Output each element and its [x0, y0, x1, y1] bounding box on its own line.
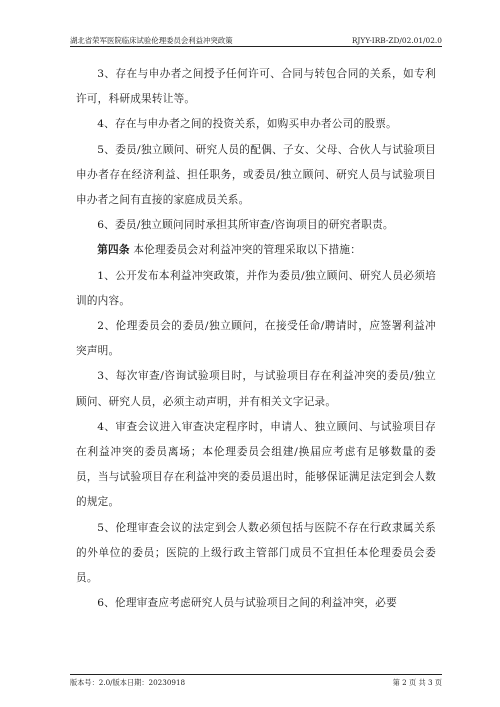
version-info: 版本号：2.0/版本日期：20230918 [70, 678, 186, 687]
page-number: 第 2 页 共 3 页 [392, 678, 442, 687]
clause-6: 6、委员/独立顾问同时承担其所审查/咨询项目的研究者职责。 [97, 219, 394, 232]
header-title: 湖北省荣军医院临床试验伦理委员会利益冲突政策 [70, 36, 233, 45]
measure-1: 1、公开发布本利益冲突政策，并作为委员/独立顾问、研究人员必须培训的内容。 [76, 269, 436, 307]
page-header [70, 32, 442, 47]
article-number: 第四条 [97, 244, 130, 257]
article-4 [76, 238, 436, 263]
clause-3: 3、存在与申办者之间授予任何许可、合同与转包合同的关系，如专利许可，科研成果转让等。 [76, 68, 436, 106]
measure-3: 3、每次审查/咨询试验项目时，与试验项目存在利益冲突的委员/独立顾问、研究人员，必须主动声明，并有相关文字记录。 [76, 370, 436, 408]
page-footer [70, 674, 442, 688]
document-body [76, 62, 436, 616]
article-4-text: 本伦理委员会对利益冲突的管理采取以下措施： [129, 244, 362, 257]
measure-5: 5、伦理审查会议的法定到会人数必须包括与医院不存在行政隶属关系的外单位的委员；医院的上级行政主管部门成员不宜担任本伦理委员会委员。 [76, 521, 436, 585]
clause-5: 5、委员/独立顾问、研究人员的配偶、子女、父母、合伙人与试验项目申办者存在经济利益、担任职务，或委员/独立顾问、研究人员与试验项目申办者之间有直接的家庭成员关系。 [76, 143, 436, 207]
clause-4: 4、存在与申办者之间的投资关系，如购买申办者公司的股票。 [97, 118, 397, 131]
measure-4: 4、审查会议进入审查决定程序时，申请人、独立顾问、与试验项目存在利益冲突的委员离场；本伦理委员会组建/换届应考虑有足够数量的委员，当与试验项目存在利益冲突的委员退出时，能够保证满足法定到会人数的规定。 [76, 420, 436, 509]
measure-2: 2、伦理委员会的委员/独立顾问，在接受任命/聘请时，应签署利益冲突声明。 [76, 320, 436, 358]
measure-6: 6、伦理审查应考虑研究人员与试验项目之间的利益冲突，必要 [97, 597, 397, 610]
header-doc-code: RJYY-IRB-ZD/02.01/02.0 [351, 36, 442, 45]
